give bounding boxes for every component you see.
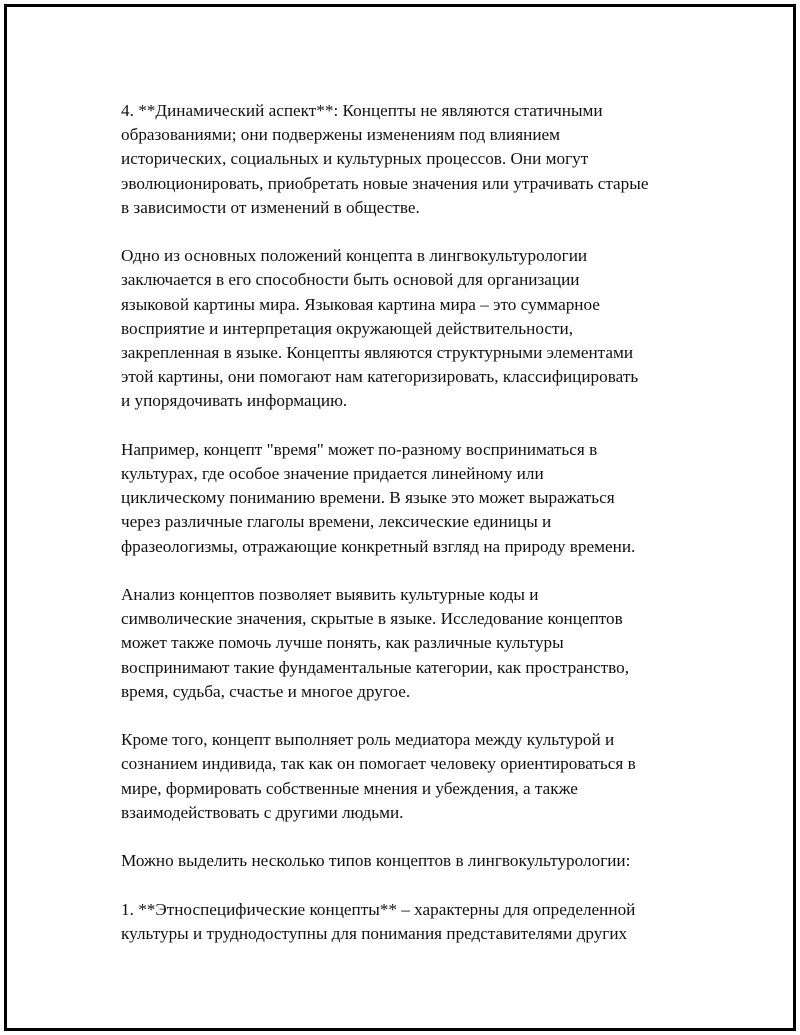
text-line: 4. **Динамический аспект**: Концепты не являются статичными bbox=[121, 101, 603, 120]
document-body bbox=[121, 99, 721, 970]
text-line: и упорядочивать информацию. bbox=[121, 391, 348, 411]
text-line: воспринимают такие фундаментальные категории, как пространство, bbox=[121, 657, 630, 677]
paragraph-time-example bbox=[121, 438, 721, 559]
text-line: образованиями; они подвержены изменениям под влиянием bbox=[121, 125, 561, 145]
text-line: 1. **Этноспецифические концепты** – характерны для определенной bbox=[121, 899, 636, 919]
text-line: Анализ концептов позволяет выявить культурные коды и bbox=[121, 585, 539, 605]
text-line: этой картины, они помогают нам категоризировать, классифицировать bbox=[121, 367, 639, 387]
text-line: может также помочь лучше понять, как различные культуры bbox=[121, 633, 564, 653]
text-line: Одно из основных положений концепта в лингвокультурологии bbox=[121, 246, 588, 266]
text-line: символические значения, скрытые в языке. Исследование концептов bbox=[121, 609, 623, 629]
paragraph-mediator-role bbox=[121, 728, 721, 825]
text-line: культурах, где особое значение придается линейному или bbox=[121, 464, 544, 484]
paragraph-ethnospecific-concepts bbox=[121, 898, 721, 946]
text-line: Можно выделить несколько типов концептов в лингвокультурологии: bbox=[121, 851, 631, 871]
text-line: циклическому пониманию времени. В языке это может выражаться bbox=[121, 488, 615, 508]
text-line: через различные глаголы времени, лексические единицы и bbox=[121, 512, 552, 532]
text-line: фразеологизмы, отражающие конкретный взгляд на природу времени. bbox=[121, 536, 636, 556]
text-line: Например, концепт "время" может по-разному восприниматься в bbox=[121, 439, 598, 459]
paragraph-concept-types-intro bbox=[121, 849, 721, 873]
paragraph-dynamic-aspect bbox=[121, 99, 721, 220]
text-line: сознанием индивида, так как он помогает человеку ориентироваться в bbox=[121, 754, 636, 774]
text-line: языковой картины мира. Языковая картина мира – это суммарное bbox=[121, 294, 600, 314]
text-line: время, судьба, счастье и многое другое. bbox=[121, 681, 411, 701]
text-line: восприятие и интерпретация окружающей действительности, bbox=[121, 318, 573, 338]
page-border bbox=[4, 4, 796, 1031]
text-line: взаимодействовать с другими людьми. bbox=[121, 802, 404, 822]
text-line: исторических, социальных и культурных процессов. Они могут bbox=[121, 149, 589, 169]
text-line: закрепленная в языке. Концепты являются структурными элементами bbox=[121, 343, 634, 363]
text-line: Кроме того, концепт выполняет роль медиатора между культурой и bbox=[121, 730, 615, 750]
paragraph-language-picture bbox=[121, 244, 721, 413]
text-line: мире, формировать собственные мнения и убеждения, а также bbox=[121, 778, 578, 798]
text-line: эволюционировать, приобретать новые значения или утрачивать старые bbox=[121, 173, 649, 193]
text-line: в зависимости от изменений в обществе. bbox=[121, 197, 420, 217]
text-line: заключается в его способности быть основой для организации bbox=[121, 270, 580, 290]
paragraph-concept-analysis bbox=[121, 583, 721, 704]
text-line: культуры и труднодоступны для понимания представителями других bbox=[121, 923, 628, 943]
